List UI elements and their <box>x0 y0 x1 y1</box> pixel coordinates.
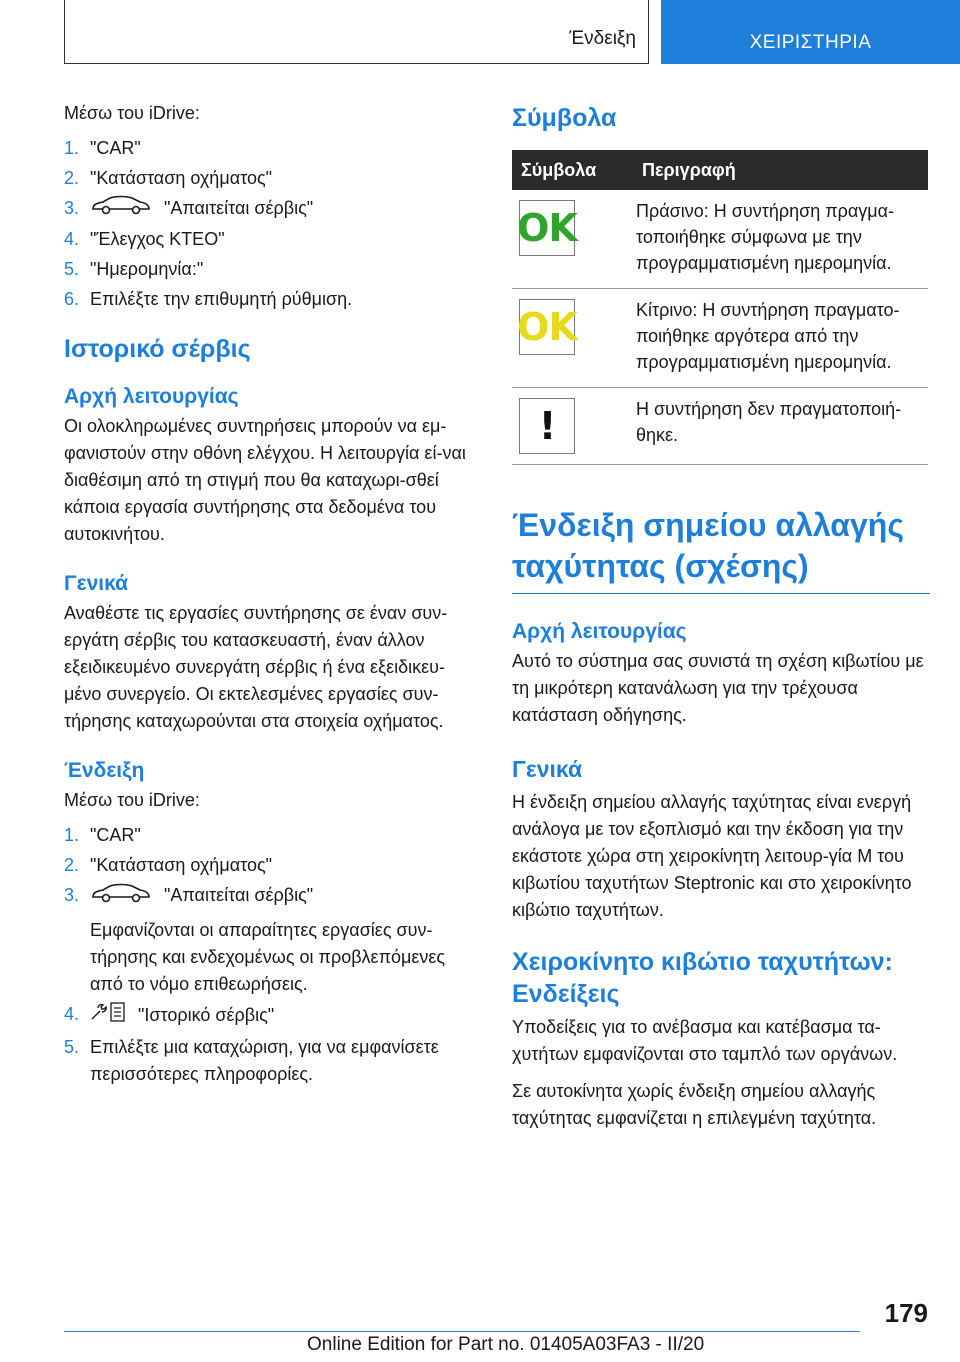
footer-edition: Online Edition for Part no. 01405A03FA3 - II/20 <box>307 1334 705 1355</box>
shift-principle-title: Αρχή λειτουργίας <box>512 620 687 643</box>
header-section-title: Ένδειξη <box>569 28 636 49</box>
list-item: 1. "CAR" <box>64 138 141 158</box>
idrive-intro: Μέσω του iDrive: <box>64 103 200 123</box>
history-title: Ιστορικό σέρβις <box>64 335 251 364</box>
list-item: 4. "Ιστορικό σέρβις" <box>64 1001 479 1031</box>
shift-general-text: Η ένδειξη σημείου αλλαγής ταχύτητας είναι ενεργή ανάλογα με τον εξοπλισμό και την έκδοση για την εκάστοτε χώρα στη χειροκίνητη λειτουρ-γία M του κιβωτίου ταχυτήτων Steptronic και στο χειροκίνητο κιβώτιο ταχυτήτων. <box>512 792 912 920</box>
principle-text: Οι ολοκληρωμένες συντηρήσεις μπορούν να εμ-φανιστούν στην οθόνη ελέγχου. Η λειτουργία εί-ναι διαθέσιμη από τη στιγμή που θα καταχωρι-σθεί κάποια εργασία συντήρησης στα δεδομένα του αυτοκινήτου. <box>64 416 466 545</box>
table-row <box>512 190 928 289</box>
symbol-description: Η συντήρηση δεν πραγματοποιή-θηκε. <box>633 388 928 465</box>
symbol-description: Πράσινο: Η συντήρηση πραγμα-τοποιήθηκε σύμφωνα με την προγραμματισμένη ημερομηνία. <box>633 190 928 289</box>
steps-list-1 <box>64 135 479 313</box>
list-item: 5. Επιλέξτε μια καταχώριση, για να εμφανίσετε περισσότερες πληροφορίες. <box>64 1036 439 1084</box>
list-item: 2. "Κατάσταση οχήματος" <box>64 168 273 188</box>
header-chapter-tab <box>661 0 960 64</box>
shift-title: Ένδειξη σημείου αλλαγής ταχύτητας (σχέσης) <box>512 507 904 584</box>
header-section-box <box>64 0 649 64</box>
list-item: 1. "CAR" <box>64 825 141 846</box>
right-column <box>512 100 930 1132</box>
ok-yellow-icon: OK <box>519 299 575 355</box>
car-service-icon <box>90 195 152 223</box>
principle-title: Αρχή λειτουργίας <box>64 385 239 409</box>
shift-title-block <box>512 505 930 594</box>
general-text: Αναθέστε τις εργασίες συντήρησης σε έναν συν-εργάτη σέρβις του κατασκευαστή, έναν άλλον εξειδικευμένο συνεργάτη σέρβις ή ένα εξειδικευ-μένο συνεργείο. Οι εκτελεσμένες εργασίες συν-τήρησης καταχωρούνται στα στοιχεία οχήματος. <box>64 603 448 732</box>
symbols-table <box>512 150 928 465</box>
table-row <box>512 289 928 388</box>
wrench-list-icon <box>90 1001 126 1031</box>
shift-principle-text: Αυτό το σύστημα σας συνιστά τη σχέση κιβωτίου με τη μικρότερη κατανάλωση για την τρέχουσα κατάσταση οδήγησης. <box>512 651 924 725</box>
header-chapter-title: ΧΕΙΡΙΣΤΗΡΙΑ <box>749 32 872 53</box>
list-item: 5. "Ημερομηνία:" <box>64 259 204 280</box>
ok-green-icon: OK <box>519 200 575 256</box>
exclamation-icon: ! <box>519 398 575 454</box>
steps-list-2 <box>64 822 479 1087</box>
list-item: 6. Επιλέξτε την επιθυμητή ρύθμιση. <box>64 289 353 310</box>
symbols-title: Σύμβολα <box>512 104 617 132</box>
table-header-symbols: Σύμβολα <box>512 150 633 190</box>
footer-divider <box>64 1331 860 1332</box>
list-item: 3. "Απαιτείται σέρβις" <box>64 195 479 223</box>
list-item: 2. "Κατάσταση οχήματος" <box>64 855 273 876</box>
manual-title: Χειροκίνητο κιβώτιο ταχυτήτων: Ενδείξεις <box>512 948 893 1008</box>
table-row <box>512 388 928 465</box>
manual-text-2: Σε αυτοκίνητα χωρίς ένδειξη σημείου αλλαγής ταχύτητας εμφανίζεται η επιλεγμένη ταχύτητα. <box>512 1081 877 1128</box>
shift-general-title: Γενικά <box>512 756 583 782</box>
car-service-icon <box>90 883 152 911</box>
general-title: Γενικά <box>64 572 129 596</box>
display-title: Ένδειξη <box>64 759 145 783</box>
page-number: 179 <box>884 1298 928 1328</box>
step-note: Εμφανίζονται οι απαραίτητες εργασίες συν-τήρησης και ενδεχομένως οι προβλεπόμενες από το νόμο επιθεωρήσεις. <box>90 919 446 994</box>
left-column <box>64 100 479 1091</box>
symbol-description: Κίτρινο: Η συντήρηση πραγματο-ποιήθηκε αργότερα από την προγραμματισμένη ημερομηνία. <box>633 289 928 388</box>
display-intro: Μέσω του iDrive: <box>64 790 200 811</box>
manual-text-1: Υποδείξεις για το ανέβασμα και κατέβασμα τα-χυτήτων εμφανίζονται στο ταμπλό των οργάνων. <box>512 1017 898 1064</box>
table-header-description: Περιγραφή <box>633 150 928 190</box>
list-item: 3. "Απαιτείται σέρβις" Εμφανίζονται οι απαραίτητες εργασίες συν-τήρησης και ενδεχομένως οι προβλεπόμενες από το νόμο επιθεωρήσεις. <box>64 882 479 997</box>
list-item: 4. "Έλεγχος ΚΤΕΟ" <box>64 229 225 250</box>
